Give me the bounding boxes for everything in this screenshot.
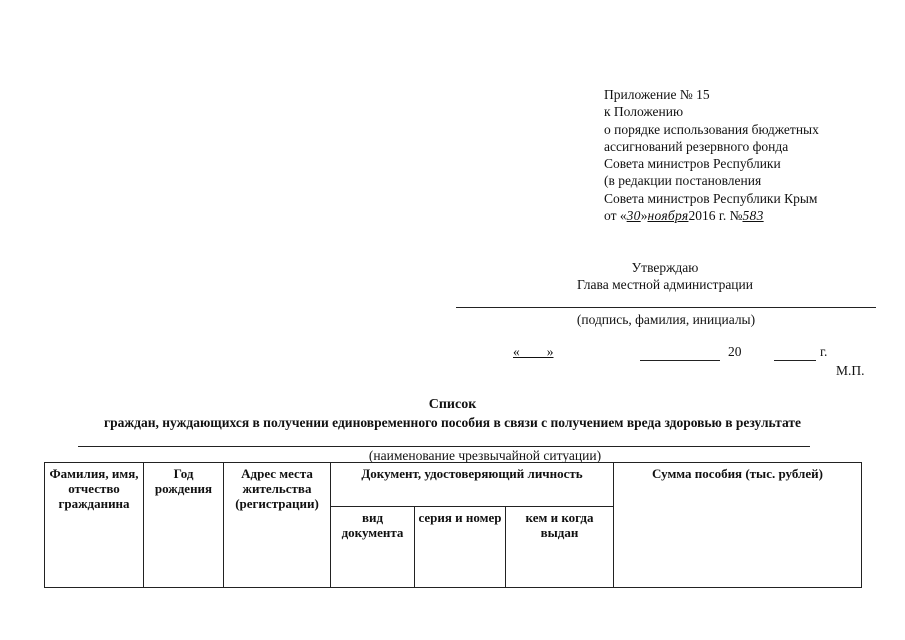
citizens-table bbox=[44, 462, 862, 588]
handwritten-number: 583 bbox=[742, 208, 764, 224]
position-label: Глава местной администрации bbox=[577, 277, 753, 292]
signature-line bbox=[456, 307, 876, 308]
date-century: 20 bbox=[728, 344, 742, 359]
col-header-address: Адрес места жительства (регистрации) bbox=[224, 463, 331, 588]
emergency-caption: (наименование чрезвычайной ситуации) bbox=[368, 448, 602, 463]
appendix-line: ассигнований резервного фонда bbox=[604, 138, 789, 154]
signature-caption: (подпись, фамилия, инициалы) bbox=[576, 312, 756, 327]
appendix-block bbox=[604, 86, 819, 224]
date-year-line bbox=[774, 360, 816, 361]
approve-label: Утверждаю bbox=[631, 260, 699, 275]
handwritten-month: ноября bbox=[647, 208, 689, 224]
date-day-quotes: « » bbox=[513, 344, 554, 359]
approval-block bbox=[540, 259, 790, 293]
col-header-doc-type: вид документа bbox=[331, 507, 415, 588]
appendix-line: к Положению bbox=[604, 104, 684, 120]
col-header-birth-year: Год рождения bbox=[144, 463, 224, 588]
col-header-name: Фамилия, имя, отчество гражданина bbox=[45, 463, 144, 588]
appendix-line: Приложение № 15 bbox=[604, 87, 710, 102]
appendix-line: Совета министров Республики bbox=[604, 156, 781, 172]
handwritten-day: 30 bbox=[626, 208, 641, 224]
appendix-line: Совета министров Республики Крым bbox=[604, 190, 818, 206]
seal-label: М.П. bbox=[836, 363, 865, 378]
col-header-amount: Сумма пособия (тыс. рублей) bbox=[614, 463, 862, 588]
document-title: Список bbox=[428, 397, 477, 412]
col-header-doc-issued: кем и когда выдан bbox=[506, 507, 614, 588]
appendix-line: о порядке использования бюджетных bbox=[604, 121, 819, 137]
col-header-doc-series: серия и номер bbox=[415, 507, 506, 588]
date-year-suffix: г. bbox=[820, 344, 828, 359]
date-prefix: от « bbox=[604, 208, 627, 224]
date-month-line bbox=[640, 360, 720, 361]
date-mid: » bbox=[640, 208, 648, 224]
document-subtitle: граждан, нуждающихся в получении единовременного пособия в связи с получением вреда здоровью в результате bbox=[103, 415, 801, 430]
emergency-name-line bbox=[78, 446, 810, 447]
date-year: 2016 г. № bbox=[688, 208, 743, 224]
col-header-identity-document: Документ, удостоверяющий личность bbox=[331, 463, 614, 507]
appendix-line: (в редакции постановления bbox=[604, 173, 762, 189]
appendix-date-line bbox=[604, 207, 819, 224]
